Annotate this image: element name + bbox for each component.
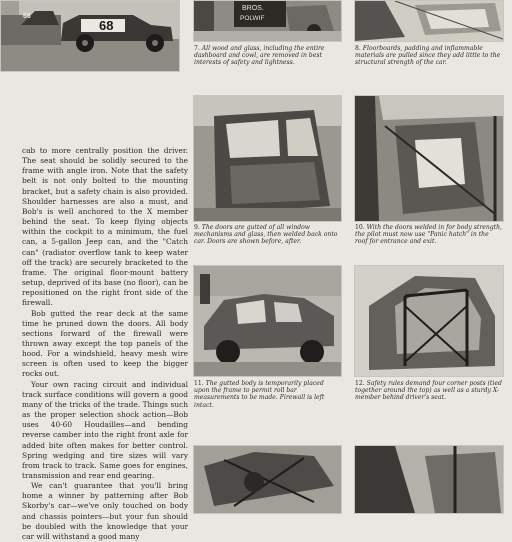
caption-10 — [355, 224, 502, 246]
photo-14-interior — [354, 445, 504, 514]
caption-7 — [194, 45, 340, 67]
sign-text: BROS. — [242, 5, 264, 12]
photo-7-stripped-cowl — [193, 0, 342, 42]
photo-race-cars — [0, 0, 180, 72]
article-paragraph: Bob gutted the rear deck at the same time he pruned down the doors. All body sections forward of the firewall were thrown away except the top panels of the hood. For a windshield, heavy mesh wire screen is often used to keep the bigger rocks out. — [22, 308, 188, 379]
photo-13-frame — [193, 445, 342, 514]
caption-12 — [355, 380, 502, 402]
caption-number: 12. — [355, 380, 365, 387]
article-paragraph: We can't guarantee that you'll bring home a winner by patterning after Bob Skorby's car—we've only touched on body and chassis pointers—but your fun should be doubled with the knowledge that your car will withstand a good many — [22, 481, 188, 541]
caption-number: 8. — [355, 45, 361, 52]
article-paragraph: cab to more centrally position the driver. The seat should be solidly secured to the frame with angle iron. Note that the safety belt is not only bolted to the mounting bracket, but a safety chain is also provided. Shoulder harnesses are also a must, and Bob's is well anchored to the X member behind the seat. To keep flying objects within the cockpit to a minimum, the fuel can, a 5-gallon Jeep can, and the "Catch can" (radiator overflow tank to keep water off the track) are securely bracketed to the frame. The original floor-mount battery setup, deprived of its base (no floor), can be repositioned on the right front side of the firewall. — [22, 146, 188, 308]
photo-12-roll-cage — [354, 265, 504, 377]
photo-8-floorboards — [354, 0, 504, 42]
caption-text: Safety rules demand four corner posts (tied together around the top) as well as a sturdy X-member behind driver's seat. — [355, 380, 502, 402]
sign-text: POLWIF — [240, 15, 265, 22]
photo-11-body-on-frame — [193, 265, 342, 377]
caption-text: All wood and glass, including the entire dashboard and cowl, are removed in best interests of safety and lightness. — [194, 45, 325, 67]
car-number: 66 — [23, 13, 31, 20]
caption-number: 9. — [194, 224, 200, 231]
caption-11 — [194, 380, 340, 409]
article-body — [22, 146, 188, 542]
article-paragraph: Your own racing circuit and individual track surface conditions will govern a good many of the tricks of the trade. Things such as the proper selection shock action—Bob uses 40-60 Houdailles—and bending reverse camber into the right front axle for added bite often makes for better control. Spring wedging and tire sizes will vary from track to track. Same goes for engines, transmission and rear end gearing. — [22, 379, 188, 480]
caption-number: 10. — [355, 224, 365, 231]
photo-9-doors — [193, 95, 342, 222]
caption-number: 11. — [194, 380, 204, 387]
caption-text: The doors are gutted of all window mechanisms and glass, then welded back onto car. Doors are shown before, after. — [194, 224, 338, 246]
caption-9 — [194, 224, 340, 246]
caption-number: 7. — [194, 45, 200, 52]
car-number: 68 — [99, 18, 114, 33]
caption-text: Floorboards, padding and inflammable materials are pulled since they add little to the structural strength of the car. — [355, 45, 501, 67]
photo-10-panic-hatch — [354, 95, 504, 222]
caption-8 — [355, 45, 502, 67]
caption-text: The gutted body is temporarily placed upon the frame to permit roll bar measurements to be made. Firewall is left intact. — [194, 380, 325, 409]
caption-text: With the doors welded in for body strength, the pilot must now use "Panic hatch" in the roof for entrance and exit. — [355, 224, 502, 246]
